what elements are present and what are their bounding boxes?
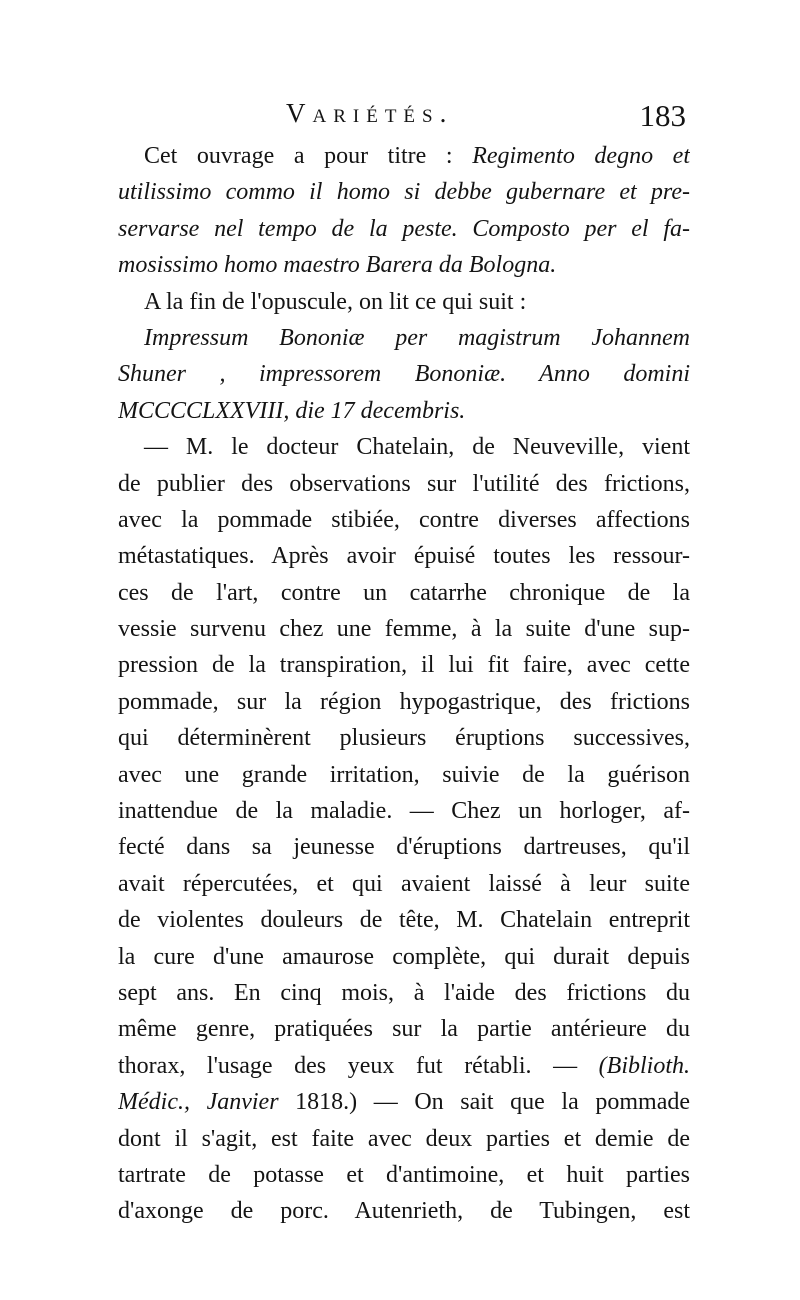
text-segment: fecté dans sa jeunesse d'éruptions dartreuses, qu'il	[118, 834, 690, 861]
text-segment: avec une grande irritation, suivie de la guérison	[118, 761, 690, 788]
text-line	[118, 393, 690, 429]
italic-text: utilissimo commo il homo si debbe gubernare et pre-	[118, 179, 690, 206]
text-segment: tartrate de potasse et d'antimoine, et huit parties	[118, 1161, 690, 1188]
text-line	[118, 1084, 690, 1120]
page-header	[118, 98, 686, 138]
italic-text: servarse nel tempo de la peste. Composto per el fa-	[118, 215, 690, 242]
text-segment: d'axonge de porc. Autenrieth, de Tubingen, est	[118, 1198, 690, 1225]
text-segment: A la fin de l'opuscule, on lit ce qui suit :	[144, 288, 527, 315]
text-line	[118, 1157, 690, 1193]
text-segment: qui déterminèrent plusieurs éruptions successives,	[118, 725, 690, 752]
text-line	[118, 538, 690, 574]
text-segment: avait répercutées, et qui avaient laissé à leur suite	[118, 870, 690, 897]
text-segment: Cet ouvrage a pour titre :	[144, 143, 473, 169]
text-line	[118, 502, 690, 538]
running-head: Variétés.	[286, 98, 454, 128]
text-line	[118, 1011, 690, 1047]
text-segment: la cure d'une amaurose complète, qui durait depuis	[118, 943, 690, 970]
text-line	[118, 1048, 690, 1084]
text-line	[118, 429, 690, 465]
text-segment: 1818.) — On sait que la pommade	[278, 1089, 690, 1116]
text-segment: de violentes douleurs de tête, M. Chatelain entreprit	[118, 907, 690, 934]
text-segment: pommade, sur la région hypogastrique, des frictions	[118, 688, 690, 715]
text-line	[118, 647, 690, 683]
text-line	[118, 720, 690, 756]
page-number: 183	[639, 98, 686, 133]
body-text	[118, 138, 690, 1230]
text-segment: de publier des observations sur l'utilité des frictions,	[118, 470, 690, 497]
text-segment: thorax, l'usage des yeux fut rétabli. —	[118, 1052, 599, 1079]
italic-text: Shuner , impressorem Bononiæ. Anno domini	[118, 361, 690, 388]
text-line	[118, 757, 690, 793]
text-line	[118, 866, 690, 902]
text-line	[118, 320, 690, 356]
text-line	[118, 611, 690, 647]
text-line	[118, 466, 690, 502]
text-line	[118, 793, 690, 829]
text-segment: — M. le docteur Chatelain, de Neuveville, vient	[144, 434, 690, 461]
text-line	[118, 211, 690, 247]
text-segment: ces de l'art, contre un catarrhe chronique de la	[118, 579, 690, 606]
text-line	[118, 174, 690, 210]
text-segment: sept ans. En cinq mois, à l'aide des frictions du	[118, 979, 690, 1006]
text-line	[118, 684, 690, 720]
text-line	[118, 1121, 690, 1157]
text-line	[118, 356, 690, 392]
text-line	[118, 1193, 690, 1229]
text-line	[118, 138, 690, 174]
italic-text: (Biblioth.	[598, 1052, 690, 1079]
text-line	[118, 247, 690, 283]
text-line	[118, 284, 690, 320]
italic-text: Médic., Janvier	[118, 1089, 279, 1116]
text-segment: inattendue de la maladie. — Chez un horloger, af-	[118, 798, 690, 825]
italic-text: Regimento degno et	[472, 143, 690, 169]
text-segment: dont il s'agit, est faite avec deux parties et demie de	[118, 1125, 690, 1152]
text-line	[118, 975, 690, 1011]
italic-text: MCCCCLXXVIII, die 17 decembris.	[118, 397, 466, 424]
text-line	[118, 902, 690, 938]
text-segment: vessie survenu chez une femme, à la suite d'une sup-	[118, 616, 690, 643]
text-segment: métastatiques. Après avoir épuisé toutes les ressour-	[118, 543, 690, 570]
text-segment: pression de la transpiration, il lui fit faire, avec cette	[118, 652, 690, 679]
italic-text: mosissimo homo maestro Barera da Bologna.	[118, 252, 557, 279]
italic-text: Impressum Bononiæ per magistrum Johannem	[144, 324, 690, 351]
text-line	[118, 829, 690, 865]
text-line	[118, 939, 690, 975]
text-line	[118, 575, 690, 611]
text-segment: même genre, pratiquées sur la partie antérieure du	[118, 1016, 690, 1043]
text-segment: avec la pommade stibiée, contre diverses affections	[118, 506, 690, 533]
